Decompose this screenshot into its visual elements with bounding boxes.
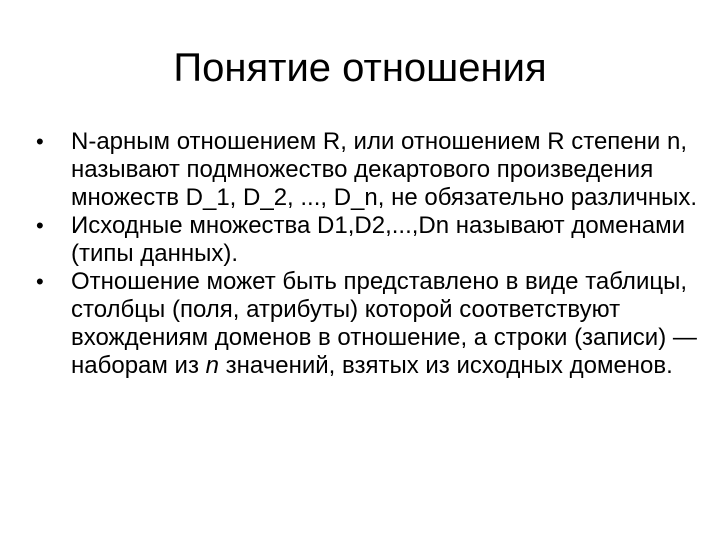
- bullet-item-domains: [36, 212, 700, 268]
- bullet-marker: •: [36, 269, 44, 294]
- bullet-text: N-арным отношением R, или отношением R степени n, называют подмножество декартового произведения множеств D_1, D_2, ..., D_n, не обязательно различных.: [71, 128, 698, 211]
- bullet-text: Исходные множества D1,D2,...,Dn называют доменами (типы данных).: [71, 212, 686, 267]
- bullet-text-start: Отношение может быть представлено в виде таблицы, столбцы (поля, атрибуты) которой соответствуют вхождениям доменов в отношение, а строки (записи) — наборам из: [71, 268, 697, 379]
- bullet-item-relation-definition: [36, 128, 700, 212]
- bullet-item-table-representation: [36, 268, 700, 380]
- slide-title: Понятие отношения: [173, 46, 547, 90]
- bullet-list: [36, 128, 700, 380]
- bullet-text-italic-n: n: [205, 352, 219, 379]
- bullet-marker: •: [36, 213, 44, 238]
- bullet-text-end: значений, взятых из исходных доменов.: [219, 352, 673, 379]
- bullet-marker: •: [36, 129, 44, 154]
